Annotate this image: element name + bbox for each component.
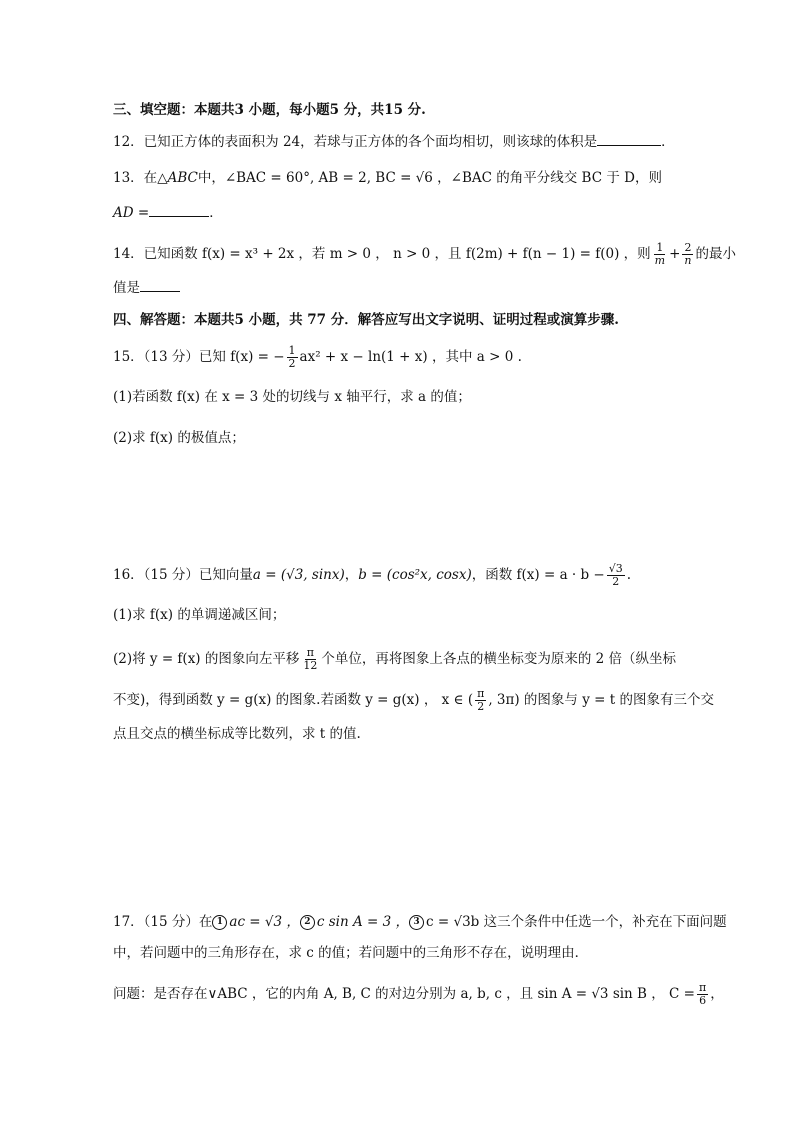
question-16-part2-b: 个单位，再将图象上各点的横坐标变为原来的 2 倍（纵坐标 — [321, 651, 677, 667]
question-17-line3-a: 问题：是否存在∨ABC ，它的内角 A, B, C 的对边分别为 a, b, c ，且 sin A = √3 sin B ， C = — [113, 986, 695, 1002]
question-15 — [113, 345, 522, 370]
fraction-num: 2 — [684, 241, 692, 254]
fraction-pi-over-6 — [697, 982, 708, 1007]
section-3-header: 三、填空题：本题共3 小题，每小题5 分，共15 分. — [113, 102, 426, 118]
question-16-sep: ， — [344, 567, 359, 583]
question-15-part-2: (2)求 f(x) 的极值点； — [113, 430, 245, 446]
question-13-line-2 — [113, 204, 223, 222]
question-16-prefix: 16．（15 分）已知向量 — [113, 567, 253, 583]
condition-2: c sin A = 3 ， — [316, 914, 410, 930]
condition-3: c = √3b 这三个条件中任选一个，补充在下面问题 — [426, 914, 727, 930]
question-16 — [113, 563, 631, 588]
question-14-prefix: 14．已知函数 f(x) = x³ + 2x ，若 m > 0 ， n > 0 ，且 f(2m) + f(n − 1) = f(0) ，则 — [113, 246, 651, 262]
question-16-part2-a: (2)将 y = f(x) 的图象向左平移 — [113, 651, 300, 667]
question-14-line-2 — [113, 279, 180, 297]
question-14-suffix: 的最小 — [695, 246, 737, 262]
fraction-num: 1 — [288, 344, 296, 357]
fraction-pi-over-12 — [301, 647, 319, 672]
question-13-mid: 中，∠BAC = 60°, AB = 2, BC = √6 ，∠BAC 的角平分线交 BC 于 D，则 — [197, 170, 662, 186]
question-13-ad: AD = — [113, 205, 150, 221]
answer-blank-12[interactable] — [597, 133, 661, 146]
question-14 — [113, 242, 736, 267]
fraction-den: 2 — [477, 700, 485, 713]
question-16-end: . — [626, 567, 632, 583]
vector-a: a = (√3, sinx) — [252, 567, 345, 583]
question-15-prefix: 15．（13 分）已知 f(x) = − — [113, 349, 285, 365]
section-4-header: 四、解答题：本题共5 小题，共 77 分．解答应写出文字说明、证明过程或演算步骤. — [113, 312, 619, 328]
circled-number-1: 1 — [212, 915, 227, 930]
fraction-den: 2 — [288, 357, 296, 370]
fraction-den: 6 — [699, 994, 707, 1007]
fraction-den: 12 — [303, 659, 318, 672]
fraction-num: √3 — [608, 562, 623, 575]
answer-blank-13[interactable] — [149, 204, 209, 217]
question-15-suffix: ax² + x − ln(1 + x) ，其中 a > 0 . — [299, 349, 522, 365]
question-17-line3-b: ， — [710, 986, 724, 1002]
question-14-line2: 值是 — [113, 280, 140, 296]
question-15-part-1: (1)若函数 f(x) 在 x = 3 处的切线与 x 轴平行，求 a 的值； — [113, 389, 471, 405]
question-12-end: ． — [661, 134, 675, 150]
fraction-sqrt3-over-2 — [607, 563, 625, 588]
question-13-end: ． — [209, 205, 223, 221]
answer-blank-14[interactable] — [140, 279, 180, 292]
question-16-part2-line2-a: 不变)，得到函数 y = g(x) 的图象.若函数 y = g(x) ， x ∈ ( — [113, 692, 474, 708]
question-16-part-2 — [113, 647, 676, 672]
question-16-part-1: (1)求 f(x) 的单调递减区间； — [113, 607, 286, 623]
circled-number-3: 3 — [409, 915, 424, 930]
plus-sign: + — [669, 246, 681, 262]
question-17-prefix: 17．（15 分）在 — [113, 914, 213, 930]
fraction-num: 1 — [656, 241, 664, 254]
fraction-den: m — [654, 254, 666, 267]
fraction-num: π — [477, 687, 485, 700]
fraction-num: π — [698, 981, 707, 994]
condition-1: ac = √3 ， — [229, 914, 300, 930]
question-13-prefix: 13．在 — [113, 170, 158, 186]
fraction-2-over-n — [682, 242, 693, 267]
fraction-den: 2 — [612, 575, 620, 588]
question-17-line-2: 中，若问题中的三角形存在，求 c 的值；若问题中的三角形不存在，说明理由． — [113, 945, 589, 961]
question-17 — [113, 913, 727, 931]
fraction-pi-over-2 — [475, 688, 486, 713]
question-12-text: 12．已知正方体的表面积为 24，若球与正方体的各个面均相切，则该球的体积是 — [113, 134, 598, 150]
fraction-den: n — [684, 254, 692, 267]
question-16-part-2-line-2 — [113, 688, 714, 713]
question-16-part-2-line-3: 点且交点的横坐标成等比数列，求 t 的值. — [113, 726, 361, 742]
triangle-label: △ABC — [157, 170, 198, 186]
fraction-num: π — [306, 646, 314, 659]
question-13 — [113, 169, 662, 187]
circled-number-2: 2 — [300, 915, 315, 930]
question-16-mid: ，函数 f(x) = a · b − — [471, 567, 605, 583]
question-12 — [113, 133, 675, 151]
fraction-1-over-m — [653, 242, 667, 267]
vector-b: b = (cos²x, cosx) — [358, 567, 472, 583]
fraction-one-half — [287, 345, 298, 370]
question-17-line-3 — [113, 982, 724, 1007]
question-16-part2-line2-b: , 3π) 的图象与 y = t 的图象有三个交 — [488, 692, 714, 708]
